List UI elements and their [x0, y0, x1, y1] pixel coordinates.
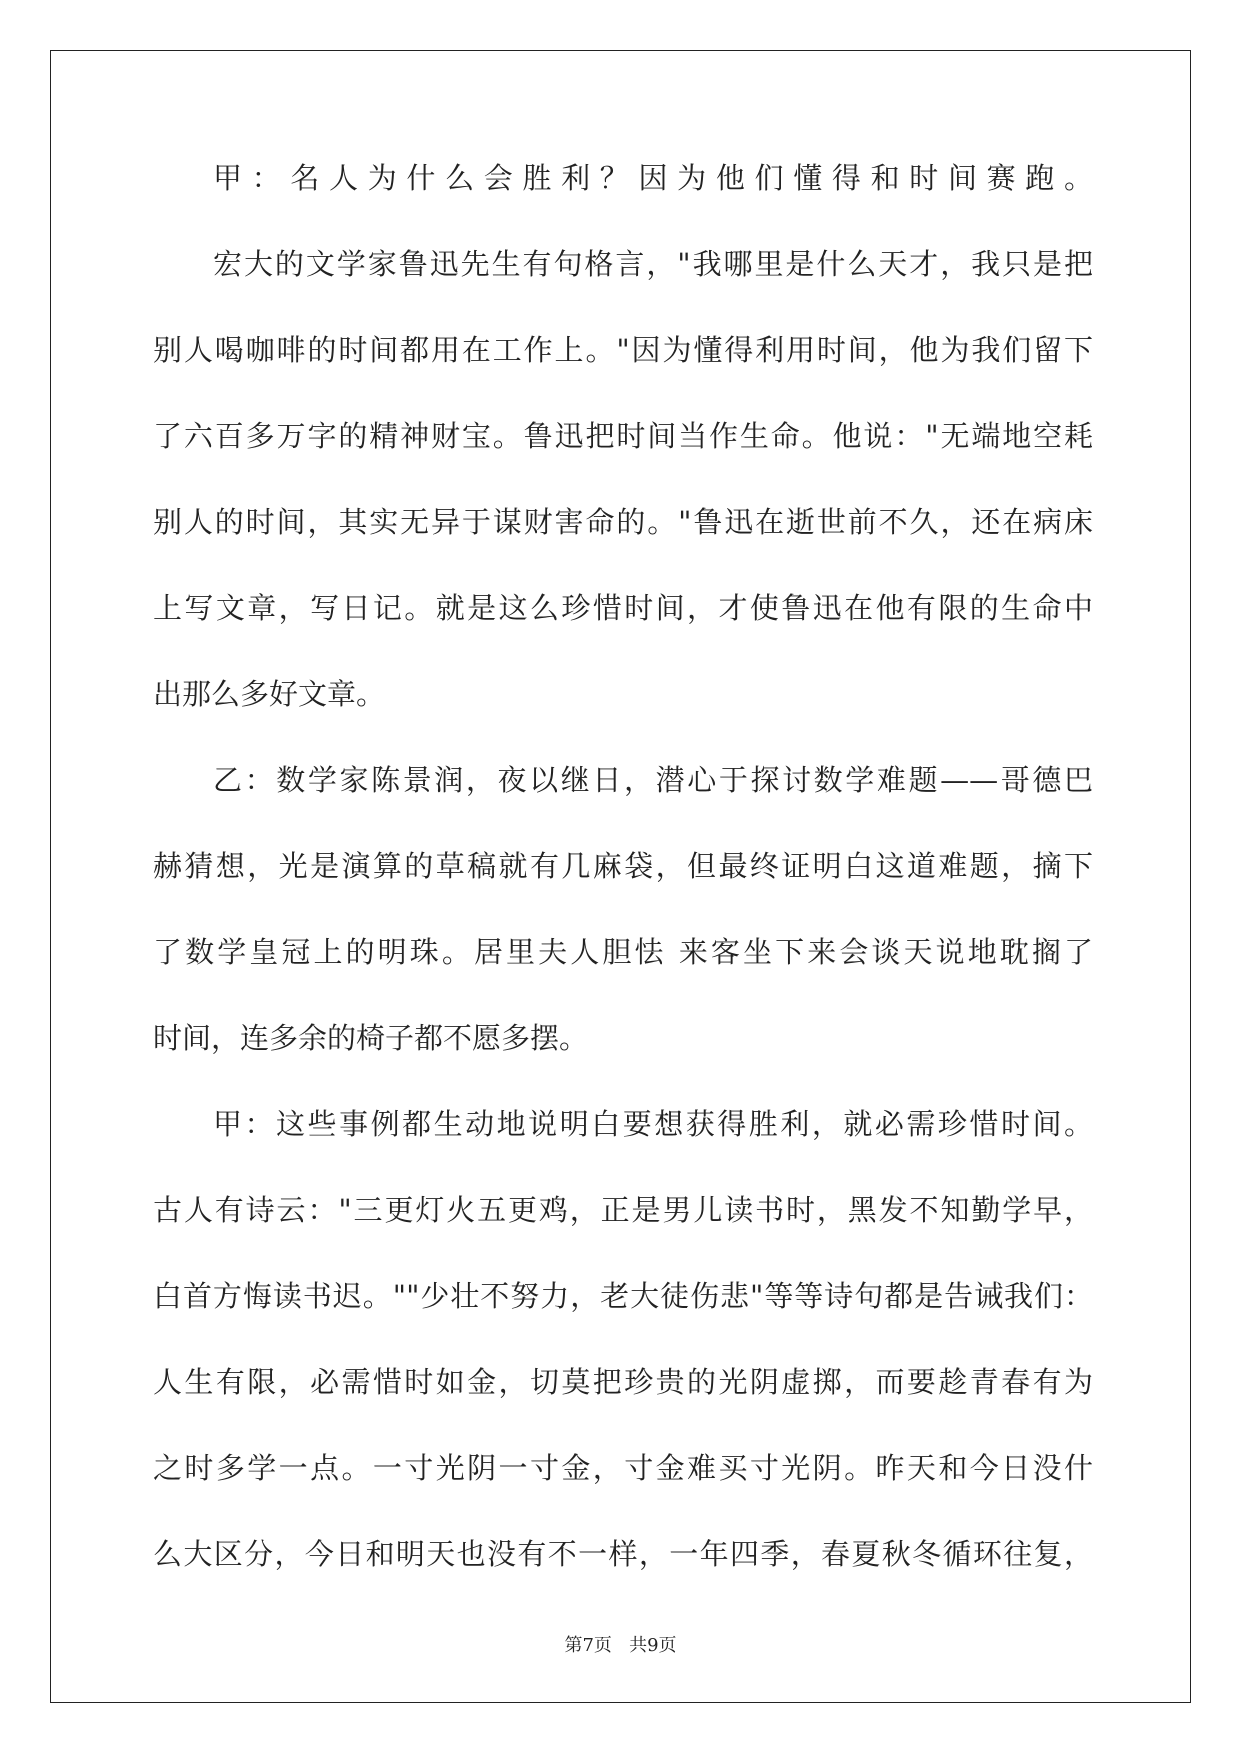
paragraph-line: 赫猜想，光是演算的草稿就有几麻袋，但最终证明白这道难题，摘下	[153, 849, 1093, 883]
paragraph-line: 古人有诗云："三更灯火五更鸡，正是男儿读书时，黑发不知勤学早，	[153, 1193, 1093, 1227]
paragraph-line: 乙：数学家陈景润，夜以继日，潜心于探讨数学难题——哥德巴	[213, 763, 1093, 797]
paragraph-line: 上写文章，写日记。就是这么珍惜时间，才使鲁迅在他有限的生命中	[153, 591, 1093, 625]
paragraph-line: 白首方悔读书迟。""少壮不努力，老大徒伤悲"等等诗句都是告诫我们：	[153, 1279, 1093, 1313]
paragraph-line: 甲：这些事例都生动地说明白要想获得胜利，就必需珍惜时间。	[213, 1107, 1093, 1141]
paragraph-line: 别人的时间，其实无异于谋财害命的。"鲁迅在逝世前不久，还在病床	[153, 505, 1093, 539]
paragraph-line: 了数学皇冠上的明珠。居里夫人胆怯 来客坐下来会谈天说地耽搁了	[153, 935, 1093, 969]
paragraph-line: 之时多学一点。一寸光阴一寸金，寸金难买寸光阴。昨天和今日没什	[153, 1451, 1093, 1485]
paragraph-line: 出那么多好文章。	[153, 677, 386, 711]
paragraph-line: 甲：名人为什么会胜利？因为他们懂得和时间赛跑。	[213, 161, 1093, 195]
paragraph-line: 了六百多万字的精神财宝。鲁迅把时间当作生命。他说："无端地空耗	[153, 419, 1093, 453]
page-number: 第7页 共9页	[564, 1635, 677, 1656]
paragraph-line: 么大区分，今日和明天也没有不一样，一年四季，春夏秋冬循环往复，	[153, 1537, 1093, 1571]
paragraph-line: 时间，连多余的椅子都不愿多摆。	[153, 1021, 589, 1055]
paragraph-line: 宏大的文学家鲁迅先生有句格言，"我哪里是什么天才，我只是把	[213, 247, 1093, 281]
paragraph-line: 人生有限，必需惜时如金，切莫把珍贵的光阴虚掷，而要趁青春有为	[153, 1365, 1093, 1399]
paragraph-line: 别人喝咖啡的时间都用在工作上。"因为懂得利用时间，他为我们留下	[153, 333, 1093, 367]
document-body	[153, 161, 1093, 1626]
